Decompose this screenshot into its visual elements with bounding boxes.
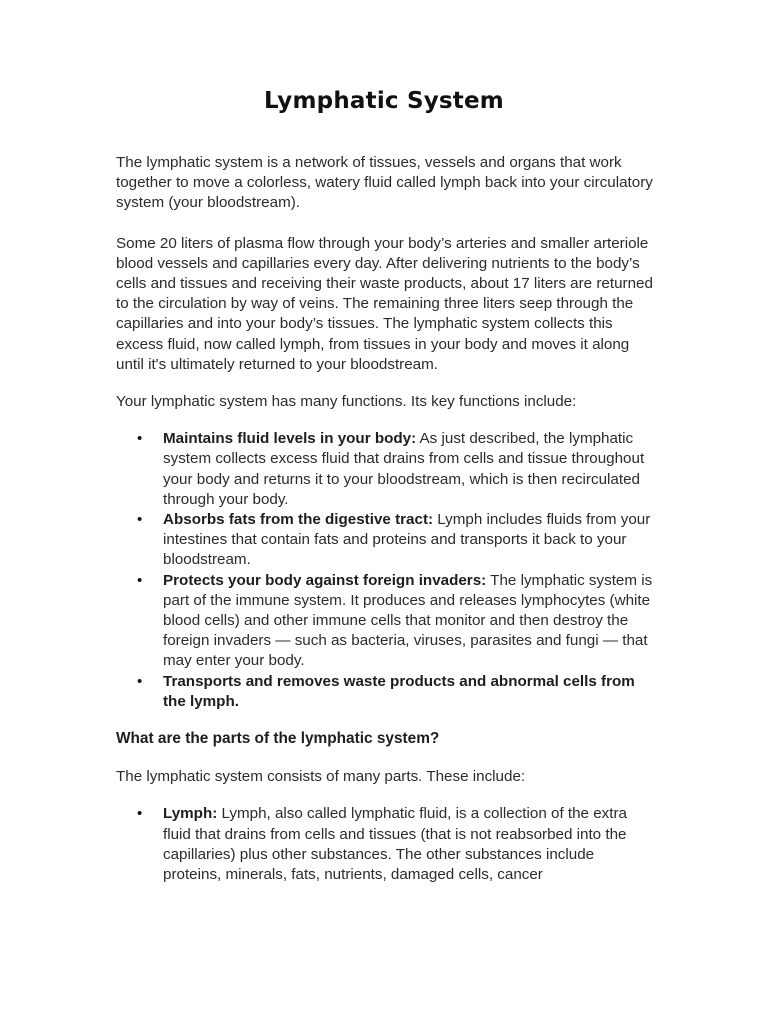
page-title: Lymphatic System bbox=[264, 88, 504, 114]
list-item bbox=[116, 672, 656, 712]
list-item-text: Lymph, also called lymphatic fluid, is a collection of the extra fluid that drains from cells and tissues (that is not reabsorbed into the capillaries) plus other substances. The other substances include proteins, minerals, fats, nutrients, damaged cells, cancer bbox=[163, 805, 627, 884]
section-heading: What are the parts of the lymphatic system? bbox=[116, 730, 440, 748]
list-item-text: Lymph includes fluids from your intestines that contain fats and proteins and transports it back to your bloodstream. bbox=[163, 511, 651, 569]
list-item-text: The lymphatic system is part of the immune system. It produces and releases lymphocytes (white blood cells) and other immune cells that monitor and then destroy the foreign invaders — such as bacteria, viruses, parasites and fungi — that may enter your body. bbox=[163, 571, 653, 670]
plasma-paragraph: Some 20 liters of plasma flow through your body’s arteries and smaller arteriole blood vessels and capillaries every day. After delivering nutrients to the body’s cells and tissues and receiving their waste products, about 17 liters are returned to the circulation by way of veins. The remaining three liters seep through the capillaries and into your body’s tissues. The lymphatic system collects this excess fluid, now called lymph, from tissues in your body and moves it along until it's ultimately returned to your bloodstream. bbox=[116, 234, 653, 373]
list-item-label: Transports and removes waste products and abnormal cells from the lymph. bbox=[163, 672, 635, 710]
list-item-label: Lymph: bbox=[163, 805, 218, 823]
functions-list bbox=[116, 429, 656, 712]
parts-list bbox=[116, 804, 656, 885]
list-item-label: Maintains fluid levels in your body: bbox=[163, 430, 417, 448]
list-item bbox=[116, 804, 656, 885]
functions-intro-paragraph: Your lymphatic system has many functions. Its key functions include: bbox=[116, 393, 577, 411]
list-item-text: As just described, the lymphatic system collects excess fluid that drains from cells and tissue throughout your body and returns it to your bloodstream, which is then recirculated through your body. bbox=[163, 430, 645, 508]
list-item bbox=[116, 429, 656, 510]
list-item-label: Protects your body against foreign invaders: bbox=[163, 571, 487, 589]
list-item-label: Absorbs fats from the digestive tract: bbox=[163, 511, 434, 529]
document-body bbox=[116, 153, 656, 885]
list-item bbox=[116, 510, 656, 571]
parts-intro-paragraph: The lymphatic system consists of many parts. These include: bbox=[116, 768, 526, 786]
intro-paragraph: The lymphatic system is a network of tissues, vessels and organs that work together to move a colorless, watery fluid called lymph back into your circulatory system (your bloodstream). bbox=[116, 154, 653, 212]
list-item bbox=[116, 571, 656, 672]
